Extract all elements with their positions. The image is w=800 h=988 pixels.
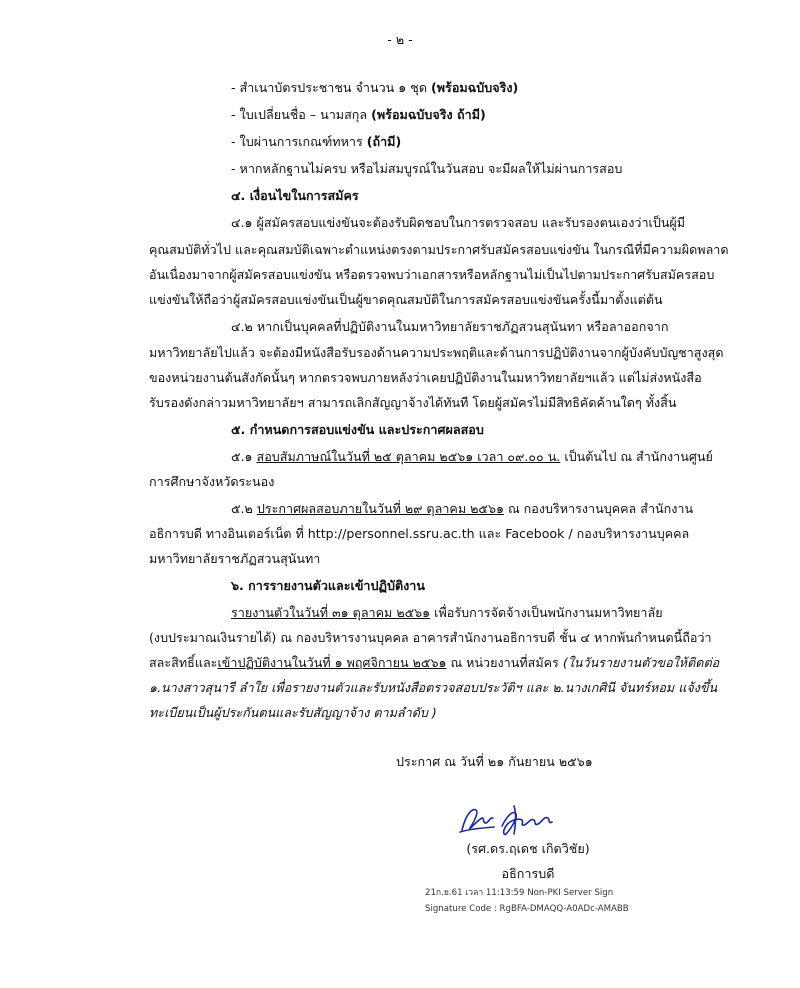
heading-text: ๕. กำหนดการสอบแข่งขัน และประกาศผลสอบ (231, 422, 484, 437)
announcement-date: ประกาศ ณ วันที่ ๒๑ กันยายน ๒๕๖๑ (396, 754, 593, 769)
item-number: ๕.๑ (231, 449, 257, 464)
s4-p2-line-3: ของหน่วยงานต้นสังกัดนั้นๆ หากตรวจพบภายหลังว่าเคยปฏิบัติงานในมหาวิทยาลัยฯแล้ว แต่ไม่ส่งหนังสือ (149, 370, 702, 385)
start-date: เข้าปฏิบัติงานในวันที่ ๑ พฤศจิกายน ๒๕๖๑ (217, 655, 447, 670)
sign-timestamp: 21ก.ย.61 เวลา 11:13:59 Non-PKI Server Sign (425, 888, 614, 898)
s6-line-4 (149, 680, 717, 696)
doc-item-id-card (231, 80, 518, 96)
heading-text: ๔. เงื่อนไขในการสมัคร (231, 188, 359, 203)
s4-p1-line-1: ๔.๑ ผู้สมัครสอบแข่งขันจะต้องรับผิดชอบในการตรวจสอบ และรับรองตนเองว่าเป็นผู้มี (231, 215, 686, 230)
signer-title: อธิการบดี (501, 866, 555, 881)
section-5-heading (231, 422, 484, 438)
contact-note: ๑.นางสาวสุนารี ลำใย เพื่อรายงานตัวและรับหนังสือตรวจสอบประวัติฯ และ ๒.นางเกศินี จันทร์หอม แจ้งขึ้น (149, 680, 718, 695)
contact-note: ทะเบียนเป็นผู้ประกันตนและรับสัญญาจ้าง ตามลำดับ ) (149, 705, 437, 720)
doc-item-note: (ถ้ามี) (366, 134, 402, 149)
item-text: ณ หน่วยงานที่สมัคร (446, 655, 563, 670)
contact-note: (ในวันรายงานตัวขอให้ติดต่อ (562, 655, 720, 670)
s4-p1-line-2: คุณสมบัติทั่วไป และคุณสมบัติเฉพาะตำแหน่งตรงตามประกาศรับสมัครสอบแข่งขัน ในกรณีที่มีความผิดพลาด (149, 242, 729, 257)
doc-item-incomplete: - หากหลักฐานไม่ครบ หรือไม่สมบูรณ์ในวันสอบ จะมีผลให้ไม่ผ่านการสอบ (231, 161, 623, 176)
s4-p2-line-2: มหาวิทยาลัยไปแล้ว จะต้องมีหนังสือรับรองด้านความประพฤติและด้านการปฏิบัติงานจากผู้บังคับบัญชาสูงสุด (149, 345, 724, 360)
result-date: ประกาศผลสอบภายในวันที่ ๒๙ ตุลาคม ๒๕๖๑ (256, 501, 504, 516)
doc-item-text: - สำเนาบัตรประชาชน จำนวน ๑ ชุด (231, 80, 431, 95)
s4-p2-line-4: รับรองดังกล่าวมหาวิทยาลัยฯ สามารถเลิกสัญญาจ้างได้ทันที โดยผู้สมัครไม่มีสิทธิคัดค้านใดๆ ทั้งสิ้น (149, 395, 677, 410)
s6-line-5 (149, 705, 437, 721)
heading-text: ๖. การรายงานตัวและเข้าปฏิบัติงาน (231, 578, 425, 593)
interview-date: สอบสัมภาษณ์ในวันที่ ๒๕ ตุลาคม ๒๕๖๑ เวลา ๐๙.๐๐ น. (256, 449, 561, 464)
doc-item-military (231, 134, 401, 150)
doc-item-text: - ใบเปลี่ยนชื่อ – นามสกุล (231, 107, 372, 122)
item-text: เพื่อรับการจัดจ้างเป็นพนักงานมหาวิทยาลัย (430, 605, 663, 620)
s6-line-3 (149, 655, 719, 671)
s6-line-2: (งบประมาณเงินรายได้) ณ กองบริหารงานบุคคล อาคารสำนักงานอธิการบดี ชั้น ๔ หากพ้นกำหนดนี้ถือว่า (149, 630, 712, 645)
doc-item-text: - ใบผ่านการเกณฑ์ทหาร (231, 134, 367, 149)
s4-p2-line-1: ๔.๒ หากเป็นบุคคลที่ปฏิบัติงานในมหาวิทยาลัยราชภัฏสวนสุนันทา หรือลาออกจาก (231, 319, 669, 334)
s5-p2-line-2: อธิการบดี ทางอินเตอร์เน็ต ที่ http://personnel.ssru.ac.th และ Facebook / กองบริหารงานบุคคล (149, 526, 690, 541)
doc-item-note: (พร้อมฉบับจริง ถ้ามี) (371, 107, 486, 122)
section-6-heading (231, 578, 425, 594)
doc-item-note: (พร้อมฉบับจริง) (431, 80, 519, 95)
s5-p1-line-2: การศึกษาจังหวัดระนอง (149, 474, 275, 489)
s5-p1-line-1 (231, 449, 713, 465)
signature-image (456, 800, 566, 842)
signature-code: Signature Code : RgBFA-DMAQQ-A0ADc-AMABB (425, 904, 629, 914)
s5-p2-line-3: มหาวิทยาลัยราชภัฏสวนสุนันทา (149, 551, 321, 566)
s4-p1-line-3: อันเนื่องมาจากผู้สมัครสอบแข่งขัน หรือตรวจพบว่าเอกสารหรือหลักฐานไม่เป็นไปตามประกาศรับสมัครสอบ (149, 267, 715, 282)
section-4-heading (231, 188, 359, 204)
item-text: สละสิทธิ์และ (149, 655, 218, 670)
s5-p2-line-1 (231, 501, 693, 517)
item-text: เป็นต้นไป ณ สำนักงานศูนย์ (560, 449, 713, 464)
doc-item-name-change (231, 107, 486, 123)
page-number: - ๒ - (387, 32, 413, 47)
s6-line-1 (231, 605, 663, 621)
item-text: ณ กองบริหารงานบุคคล สำนักงาน (503, 501, 694, 516)
s4-p1-line-4: แข่งขันให้ถือว่าผู้สมัครสอบแข่งขันเป็นผู้ขาดคุณสมบัติในการสมัครสอบแข่งขันครั้งนี้มาตั้งแต่ต้น (149, 292, 663, 307)
report-date: รายงานตัวในวันที่ ๓๑ ตุลาคม ๒๕๖๑ (231, 605, 431, 620)
signer-name: (รศ.ดร.ฤเดช เกิดวิชัย) (466, 841, 590, 856)
item-number: ๕.๒ (231, 501, 257, 516)
